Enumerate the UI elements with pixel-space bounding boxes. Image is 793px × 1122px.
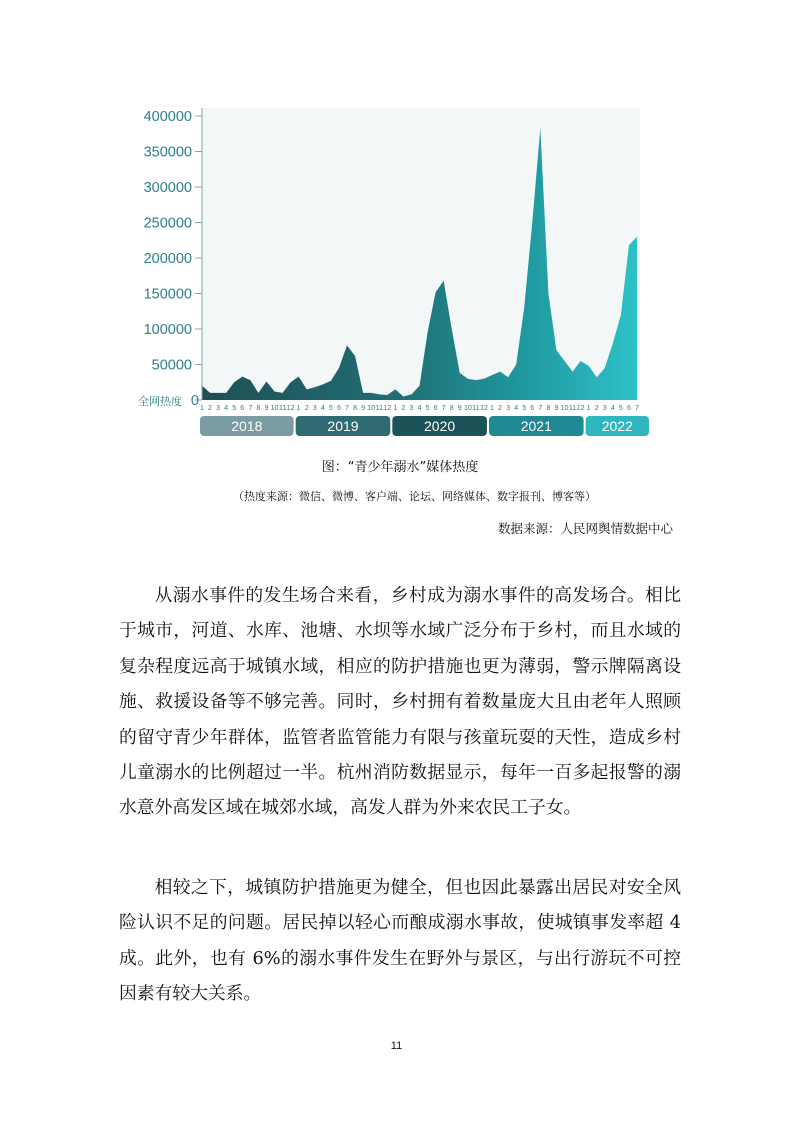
x-month-label: 6 [336, 403, 341, 412]
media-heat-chart [110, 100, 680, 445]
year-band-label: 2020 [424, 418, 456, 434]
x-month-label: 10 [560, 403, 569, 412]
x-month-label: 4 [610, 403, 615, 412]
x-month-label: 5 [522, 403, 527, 412]
y-tick-label: 300000 [143, 180, 192, 196]
x-month-label: 2 [208, 403, 213, 412]
y-tick-label: 100000 [143, 322, 192, 338]
x-month-label: 5 [328, 403, 333, 412]
x-month-label: 7 [248, 403, 253, 412]
x-month-label: 9 [264, 403, 269, 412]
x-month-label: 8 [546, 403, 551, 412]
x-month-label: 12 [479, 403, 488, 412]
x-month-label: 10 [463, 403, 472, 412]
y-tick-label: 250000 [143, 215, 192, 232]
x-month-label: 1 [296, 403, 301, 412]
x-month-label: 3 [312, 403, 317, 412]
x-month-label: 4 [514, 403, 519, 412]
year-band-label: 2022 [601, 418, 633, 434]
x-month-label: 11 [278, 403, 287, 412]
x-month-label: 6 [626, 403, 631, 412]
x-month-label: 12 [286, 403, 295, 412]
x-month-label: 6 [530, 403, 535, 412]
x-month-label: 8 [353, 403, 358, 412]
x-month-label: 9 [361, 403, 366, 412]
x-month-label: 3 [506, 403, 511, 412]
x-month-label: 7 [635, 403, 639, 412]
figure-caption: 图：“青少年溺水”媒体热度 [321, 460, 479, 475]
x-month-label: 4 [417, 403, 422, 412]
x-month-label: 11 [375, 403, 383, 412]
x-month-label: 5 [232, 403, 237, 412]
plot-background [202, 108, 640, 400]
year-band-label: 2019 [327, 418, 359, 434]
x-month-label: 11 [472, 403, 480, 412]
y-tick-label: 50000 [151, 357, 192, 374]
year-band-label: 2021 [520, 418, 552, 434]
y-tick-label: 400000 [143, 109, 192, 125]
year-band-label: 2018 [231, 418, 263, 434]
x-month-label: 2 [498, 403, 503, 412]
x-month-label: 7 [538, 403, 543, 412]
x-month-label: 9 [457, 403, 462, 412]
x-month-label: 6 [433, 403, 438, 412]
x-month-label: 5 [618, 403, 623, 412]
x-month-label: 6 [240, 403, 245, 412]
x-month-label: 9 [554, 403, 559, 412]
x-month-label: 2 [401, 403, 406, 412]
x-month-label: 12 [383, 403, 392, 412]
x-month-label: 8 [449, 403, 454, 412]
y-tick-label: 200000 [143, 251, 192, 267]
x-month-label: 3 [602, 403, 607, 412]
y-axis-label: 全网热度 [138, 395, 182, 408]
x-month-label: 5 [425, 403, 430, 412]
x-month-label: 1 [393, 403, 398, 412]
body-paragraph: 从溺水事件的发生场合来看，乡村成为溺水事件的高发场合。相比于城市，河道、水库、池塘、水坝等水域广泛分布于乡村，而且水域的复杂程度远高于城镇水域，相应的防护措施也更为薄弱，警示牌隔离设施、救援设备等不够完善。同时，乡村拥有着数量庞大且由老年人照顾的留守青少年群体，监管者监管能力有限与孩童玩耍的天性，造成乡村儿童溺水的比例超过一半。杭州消防数据显示，每年一百多起报警的溺水意外高发区域在城郊水域，高发人群为外来农民工子女。 [119, 585, 681, 819]
x-month-label: 4 [320, 403, 325, 412]
x-month-label: 3 [409, 403, 414, 412]
x-month-label: 2 [304, 403, 309, 412]
x-month-label: 11 [568, 403, 577, 412]
x-month-label: 12 [576, 403, 585, 412]
x-month-label: 3 [216, 403, 221, 412]
x-month-label: 1 [200, 403, 204, 412]
x-month-label: 2 [594, 403, 599, 412]
x-month-label: 10 [270, 403, 279, 412]
x-month-label: 10 [367, 403, 376, 412]
y-tick-label: 0 [190, 393, 199, 409]
data-source: 数据来源：人民网舆情数据中心 [497, 521, 673, 536]
x-month-label: 8 [256, 403, 261, 412]
body-paragraph: 相较之下，城镇防护措施更为健全，但也因此暴露出居民对安全风险认识不足的问题。居民掉以轻心而酿成溺水事故，使城镇事发率超 4 成。此外，也有 6%的溺水事件发生在野外与景区，与出行游玩不可控因素有较大关系。 [119, 877, 681, 1005]
y-tick-label: 150000 [143, 286, 192, 303]
y-tick-label: 350000 [143, 144, 192, 161]
x-month-label: 7 [345, 403, 349, 412]
x-month-label: 1 [490, 403, 494, 412]
x-month-label: 1 [586, 403, 591, 412]
heat-source-note: （热度来源：微信、微博、客户端、论坛、网络媒体、数字报刊、博客等） [233, 490, 596, 503]
x-month-label: 4 [224, 403, 229, 412]
page-number: 11 [390, 1040, 403, 1052]
x-month-label: 7 [441, 403, 446, 412]
